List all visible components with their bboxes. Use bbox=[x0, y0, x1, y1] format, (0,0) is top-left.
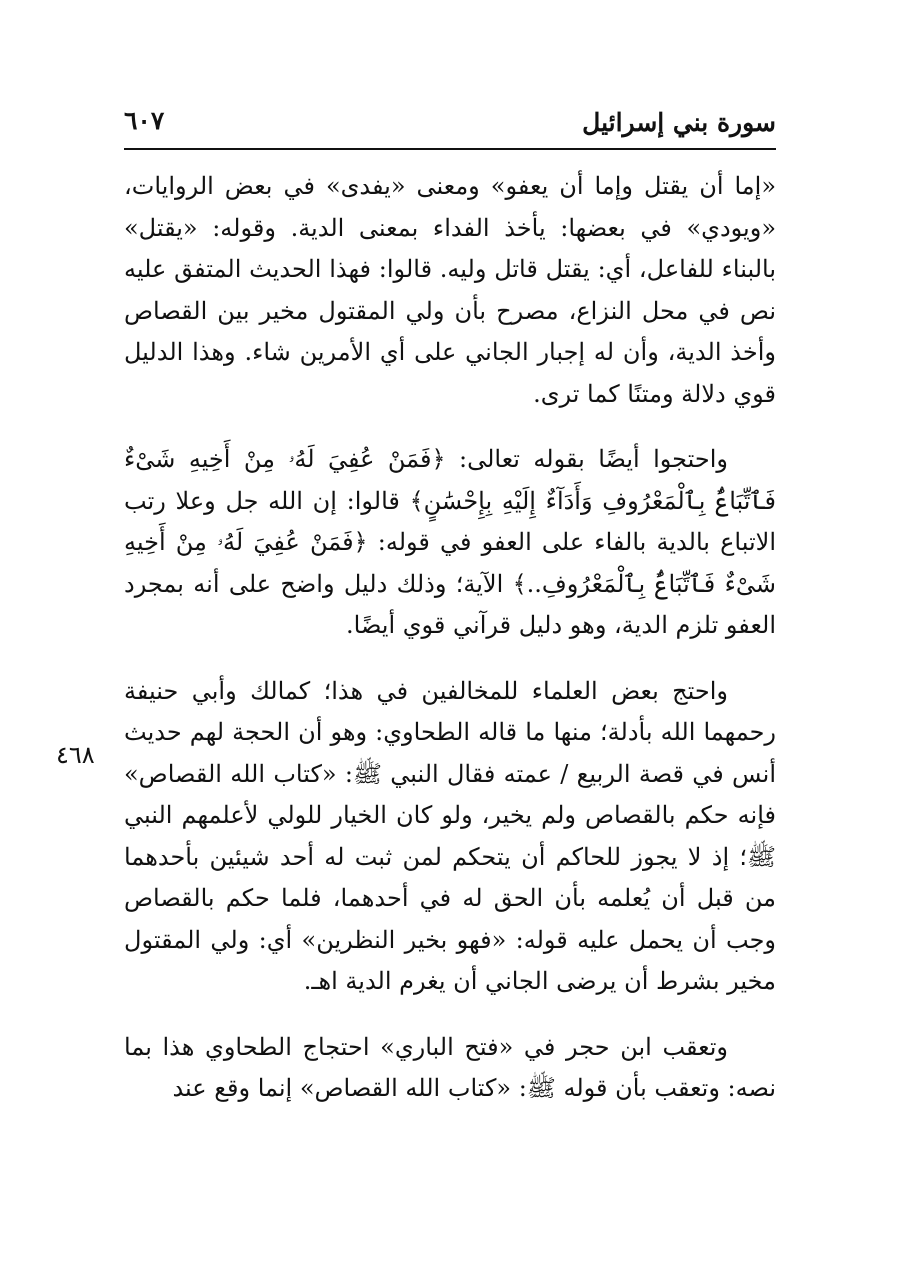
paragraph-4: وتعقب ابن حجر في «فتح الباري» احتجاج الطحاوي هذا بما نصه: وتعقب بأن قوله ﷺ: «كتاب الله القصاص» إنما وقع عند bbox=[124, 1032, 776, 1102]
margin-page-reference: ٤٦٨ bbox=[56, 741, 95, 769]
body-text bbox=[124, 166, 776, 1110]
paragraph-2: واحتجوا أيضًا بقوله تعالى: ﴿فَمَنْ عُفِيَ لَهُۥ مِنْ أَخِيهِ شَىْءٌ فَٱتِّبَاعٌۢ بِٱلْمَعْرُوفِ وَأَدَآءٌ إِلَيْهِ بِإِحْسَٰنٍ﴾ قالوا: إن الله جل وعلا رتب الاتباع بالدية بالفاء على العفو في قوله: ﴿فَمَنْ عُفِيَ لَهُۥ مِنْ أَخِيهِ شَىْءٌ فَٱتِّبَاعٌۢ بِٱلْمَعْرُوفِ..﴾ الآية؛ وذلك دليل واضح على أنه بمجرد العفو تلزم الدية، وهو دليل قرآني قوي أيضًا. bbox=[124, 445, 776, 639]
page-number: ٦٠٧ bbox=[124, 106, 165, 135]
running-title: سورة بني إسرائيل bbox=[582, 108, 776, 137]
page-header bbox=[124, 104, 776, 148]
header-divider bbox=[124, 148, 776, 150]
paragraph-3: واحتج بعض العلماء للمخالفين في هذا؛ كمالك وأبي حنيفة رحمهما الله بأدلة؛ منها ما قاله الطحاوي: وهو أن الحجة لهم حديث أنس في قصة الربيع / عمته فقال النبي ﷺ: «كتاب الله القصاص» فإنه حكم بالقصاص ولم يخير، ولو كان الخيار للولي لأعلمهم النبي ﷺ؛ إذ لا يجوز للحاكم أن يتحكم لمن ثبت له أحد شيئين بأحدهما من قبل أن يُعلمه بأن الحق له في أحدهما، فلما حكم بالقصاص وجب أن يحمل عليه قوله: «فهو بخير النظرين» أي: ولي المقتول مخير بشرط أن يرضى الجاني أن يغرم الدية اهـ. bbox=[124, 676, 776, 995]
paragraph-1: «إما أن يقتل وإما أن يعفو» ومعنى «يفدى» في بعض الروايات، «ويودي» في بعضها: يأخذ الفداء بمعنى الدية. وقوله: «يقتل» بالبناء للفاعل، أي: يقتل قاتل وليه. قالوا: فهذا الحديث المتفق عليه نص في محل النزاع، مصرح بأن ولي المقتول مخير بين القصاص وأخذ الدية، وأن له إجبار الجاني على أي الأمرين شاء. وهذا الدليل قوي دلالة ومتنًا كما ترى. bbox=[124, 172, 776, 408]
